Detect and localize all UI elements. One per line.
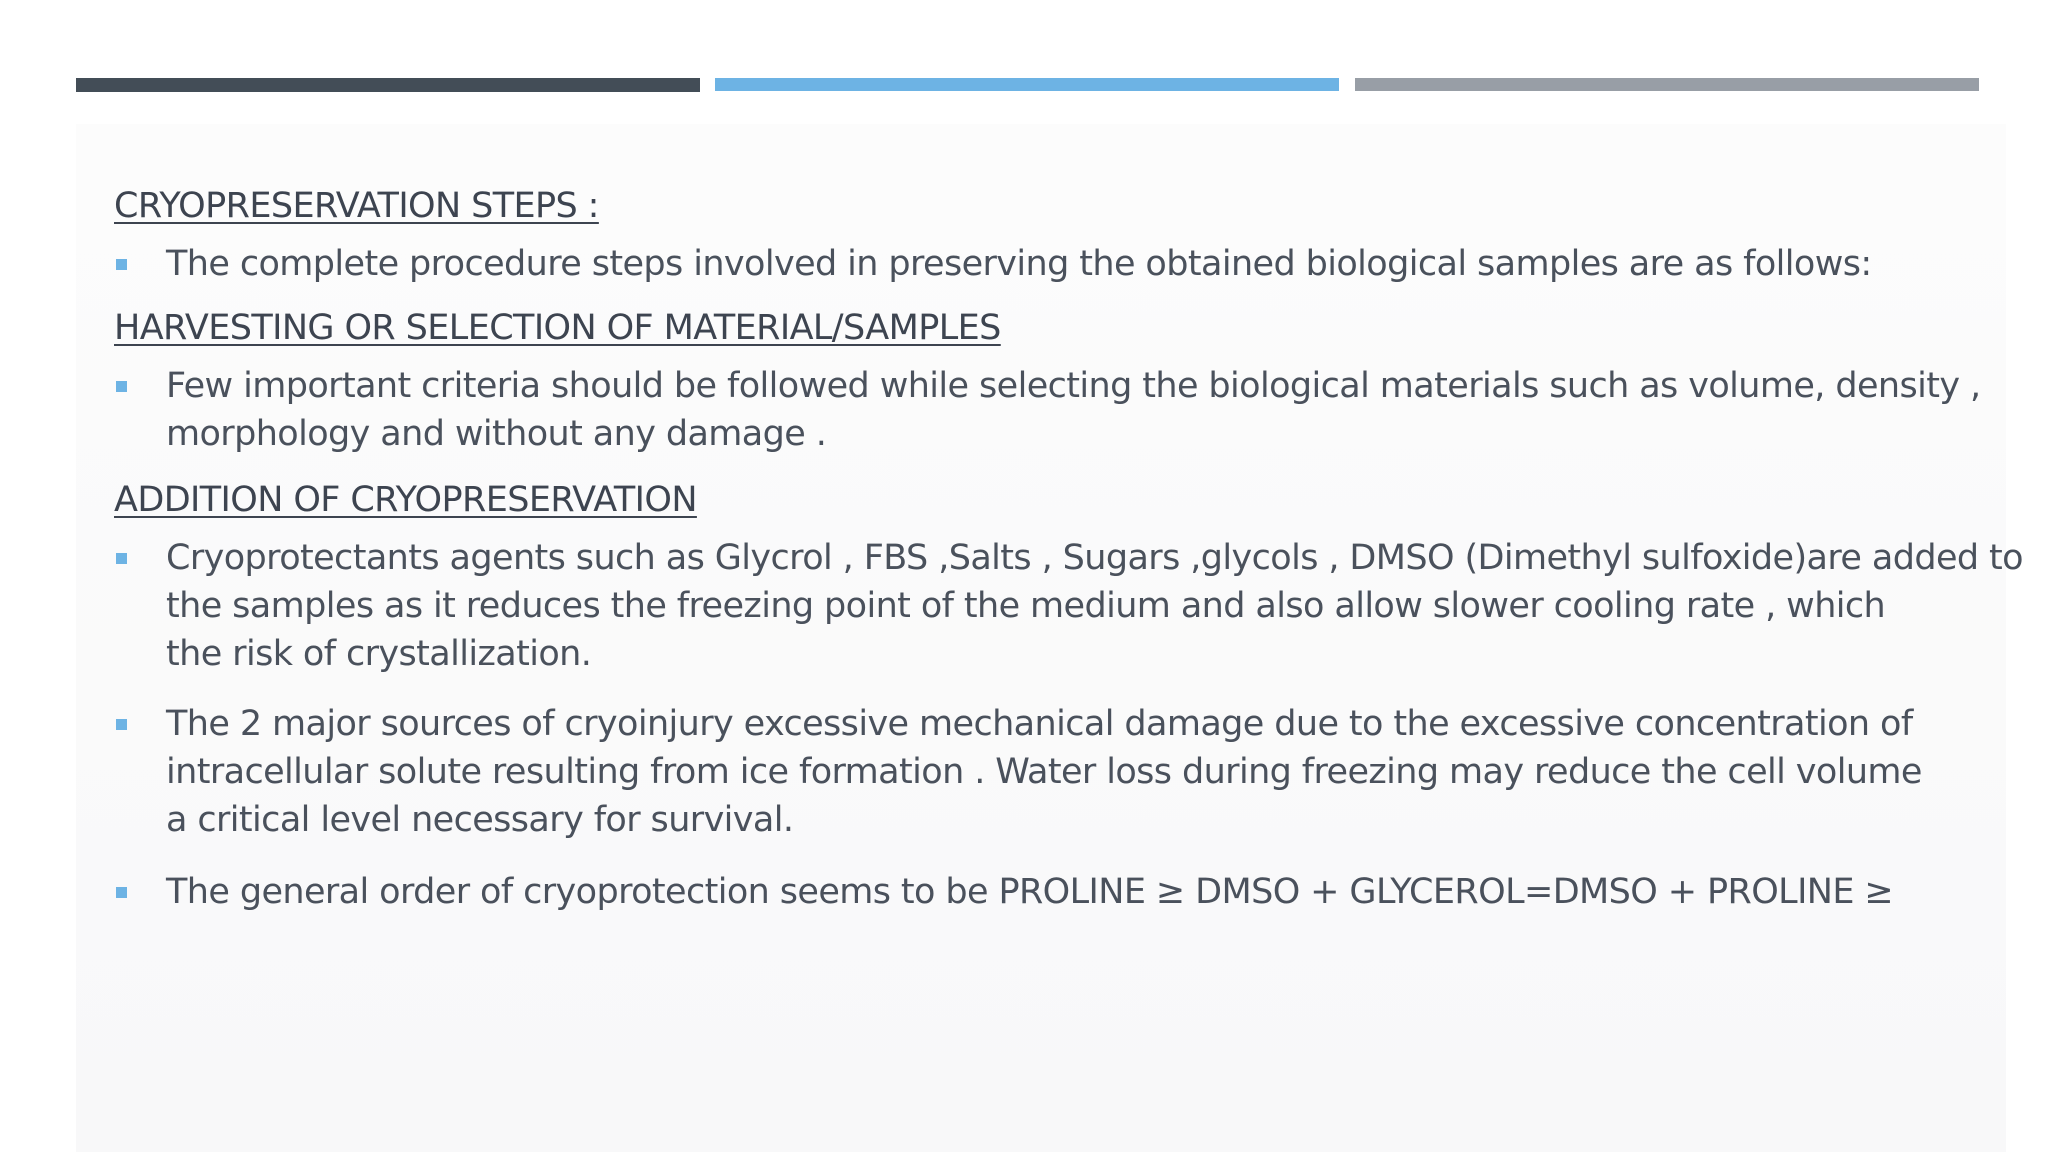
bullet-text bbox=[166, 868, 2048, 916]
square-bullet-icon bbox=[116, 553, 127, 564]
bullet-line: Cryoprotectants agents such as Glycrol , FBS ,Salts , Sugars ,glycols , DMSO (Dimethyl sulfoxide)are added to bbox=[166, 538, 2023, 578]
square-bullet-icon bbox=[116, 887, 127, 898]
bullet-line: the samples as it reduces the freezing point of the medium and also allow slower cooling rate , which bbox=[166, 586, 1886, 626]
accent-bars bbox=[0, 0, 2048, 100]
accent-bar-dark bbox=[76, 78, 700, 92]
bullet-text bbox=[166, 362, 2048, 458]
bullet-procedure-intro bbox=[114, 240, 1994, 288]
bullet-line: The 2 major sources of cryoinjury excessive mechanical damage due to the excessive concentration of bbox=[166, 704, 1913, 744]
bullet-cryoprotection-order bbox=[114, 868, 1994, 916]
bullet-line: Few important criteria should be followed while selecting the biological materials such as volume, density , bbox=[166, 366, 1981, 406]
bullet-text bbox=[166, 700, 2048, 844]
accent-bar-gray bbox=[1355, 78, 1979, 91]
bullet-cryoprotectant-agents bbox=[114, 534, 2023, 678]
heading-harvesting-selection: HARVESTING OR SELECTION OF MATERIAL/SAMPLES bbox=[114, 308, 1001, 348]
bullet-line: a critical level necessary for survival. bbox=[166, 800, 794, 840]
accent-bar-blue bbox=[715, 78, 1339, 91]
bullet-line: The complete procedure steps involved in preserving the obtained biological samples are as follows: bbox=[166, 244, 1872, 284]
bullet-line: the risk of crystallization. bbox=[166, 634, 592, 674]
bullet-selection-criteria bbox=[114, 362, 1994, 458]
bullet-line: morphology and without any damage . bbox=[166, 414, 827, 454]
bullet-text bbox=[166, 240, 2048, 288]
square-bullet-icon bbox=[116, 719, 127, 730]
bullet-cryoinjury-sources bbox=[114, 700, 1994, 844]
bullet-text bbox=[166, 534, 2048, 678]
text-block bbox=[114, 184, 2023, 916]
square-bullet-icon bbox=[116, 259, 127, 270]
heading-cryopreservation-steps: CRYOPRESERVATION STEPS : bbox=[114, 186, 599, 226]
square-bullet-icon bbox=[116, 381, 127, 392]
bullet-line: The general order of cryoprotection seems to be PROLINE ≥ DMSO + GLYCEROL=DMSO + PROLINE ≥ bbox=[166, 872, 1894, 912]
heading-addition-cryopreservation: ADDITION OF CRYOPRESERVATION bbox=[114, 480, 697, 520]
bullet-line: intracellular solute resulting from ice formation . Water loss during freezing may reduce the cell volume bbox=[166, 752, 1922, 792]
